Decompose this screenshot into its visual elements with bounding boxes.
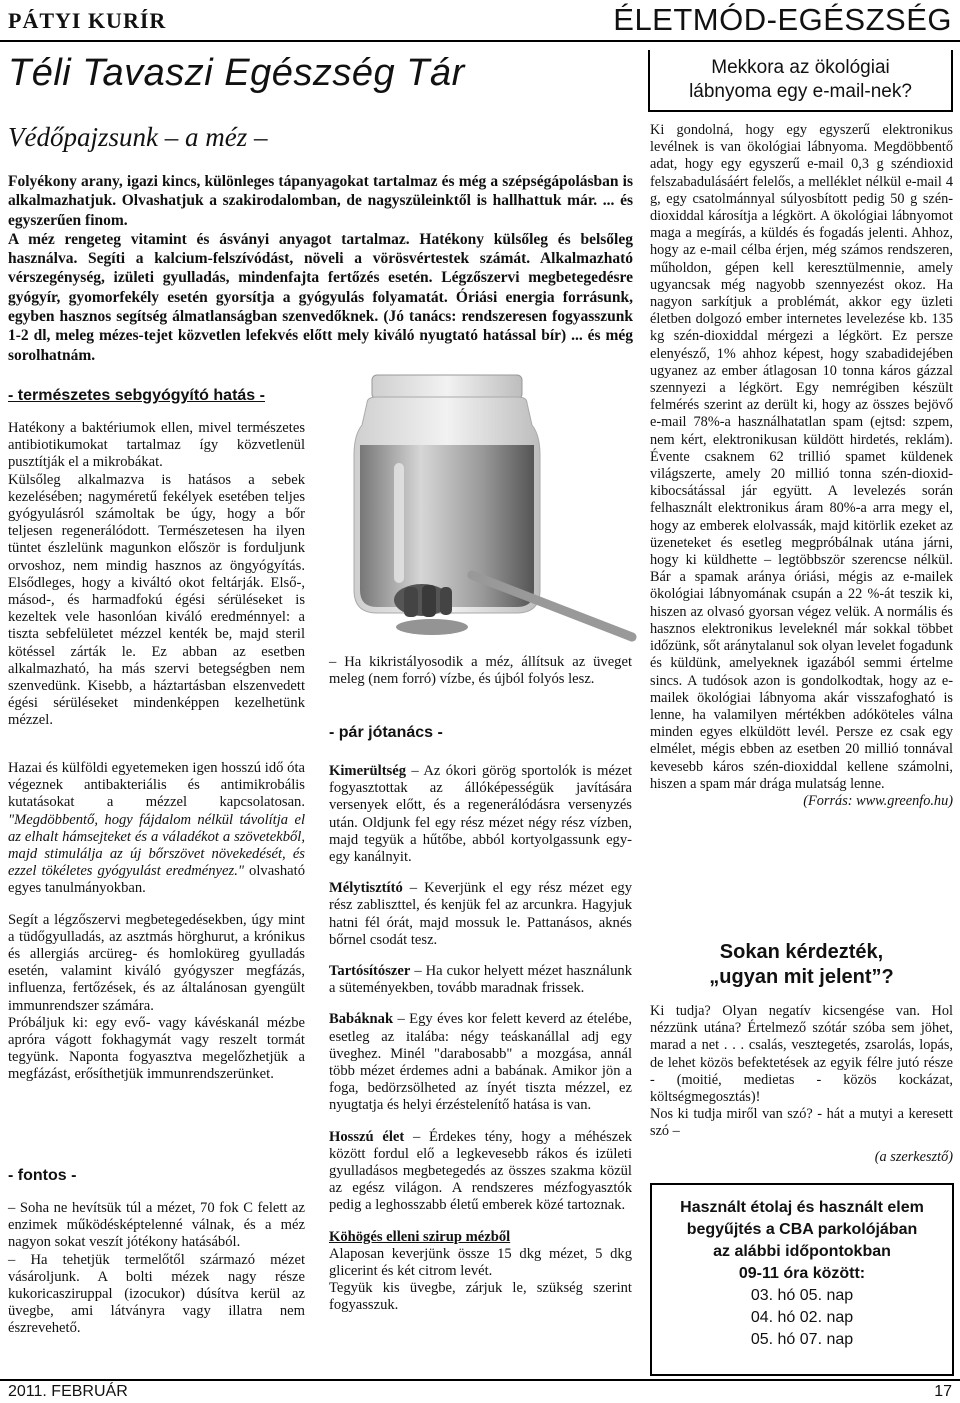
article-intro	[8, 172, 633, 365]
article-title: Védőpajzsunk – a méz –	[8, 122, 268, 152]
sokan-title-line: Sokan kérdezték,	[719, 941, 884, 963]
sokan-title-line: „ugyan mit jelent”?	[709, 966, 894, 988]
tip-text: – Ha cukor helyett mézet használunk a süteményekben, tovább maradnak frissek.	[329, 963, 632, 997]
column-1-important	[8, 1200, 305, 1338]
jar-lid	[372, 375, 522, 399]
eco-article-body	[650, 122, 953, 810]
research-quote: "Megdöbbentő, hogy fájdalom nélkül távolítja el az elhalt hámsejteket és a váladékot a szövetekből, majd stimulálja az új bőrszövet növekedését, és ezzel tökéletes gyógyulást eredményez."	[8, 811, 305, 880]
cba-notice-box	[650, 1183, 954, 1376]
footer-rule	[0, 1379, 960, 1403]
tip-term: Mélytisztító	[329, 880, 403, 897]
page-number: 17	[934, 1383, 952, 1400]
subhead-important: - fontos -	[8, 1167, 77, 1184]
eco-title-line: Mekkora az ökológiai	[711, 57, 890, 78]
cba-line: Használt étolaj és használt elem	[680, 1199, 924, 1216]
eco-paragraph: Ki gondolná, hogy egy egyszerű elektronikus levélnek is van ökológiai lábnyoma. Megdöbbentő adat, hogy egy egyszerű e-mail 0,3 g széndioxid felszabadulásáért felelős, a melléklet nélkül e-mail 4 g, egy csatolmánnyal súlyosbított pedig 50 g szén-dioxiddal károsítja a légkört. A ökológiai lábnyomot maga a megírás, a küldés és fogadás jelenti. Ahhoz, hogy az e-mail célba érjen, még számos rendszeren, műholdon, gépen kell keresztülmennie, amely ugyancsak még nagyobb szennyezést okoz. Ha nagyon sarkítjuk a problémát, akkor egy üzleti életben dolgozó ember internetes levelezése kb. 135 kg szén-dioxiddal mérgezi a légkört. Ez persze elenyésző, 1% ahhoz képest, hogy szabadidejében ugyanez az ember átlagosan 10 tonna káros gázzal szennyezi a légkört. Egy nemrégiben készült felmérés szerint az derült ki, hogy az összes bejövő e-mail 78%-a használhatatlan spam (ejtsd: szpem, nem kért, elektronikusan küldött hirdetés, reklám). Évente csaknem 62 trillió spamet küldenek világszerte, amely 20 millió tonna szén-dioxid-kibocsátással jár együtt. A levelezés során felhasznált elektronikus áram 80%-a arra megy el, hogy az emberek elolvassák, majd kitörlik ezeket az üzeneteket és esetleg megpróbálnak utána járni, hogy ki küldhette – legtöbbször szerencse nélkül. Bár a spamak aránya óriási, mégis az e-mailek ökológiai lábnyomának csupán a 22 %-át teszik ki, hiszen az olvasó gyorsan végez velük. A normális és hasznos elektronikus leveleknél már sokkal többet időzünk, sőt aránytalanul sok olyan levelet fogadunk és küldünk, amelyeknek igazából semmi értelme sincs. A tudósok azon is gondolkodtak, hogy az e-mailek ökológiai lábnyoma akár visszafogható is lenne, ha valamilyen mértékben adóköteles válna minden egyes elküldött levél. Persze ez csak egy elmélet, mégis ebben az esetben 20 millió tonnával kevesebb káros szén-dioxiddal kellene számolni, hiszen a spam már drága mulatság lenne.	[650, 122, 953, 792]
column-1-research	[8, 760, 305, 1084]
eco-title-line: lábnyoma egy e-mail-nek?	[689, 81, 912, 102]
syrup-heading: Köhögés elleni szirup mézből	[329, 1228, 511, 1245]
tip-paragraph	[329, 963, 632, 997]
eco-source: (Forrás: www.greenfo.hu)	[803, 792, 953, 809]
intro-paragraph: Folyékony arany, igazi kincs, különleges tápanyagokat tartalmaz és még a szépségápolásban is alkalmazhatjuk. Olvashatjuk a szakirodalomban, de nagyszüleinktől is hallhattuk már. ... és egyszerűen finom.	[8, 173, 633, 229]
intro-paragraph: A méz rengeteg vitamint és ásványi anyagot tartalmaz. Hatékony külsőleg és belsőleg használva. Segíti a kalcium-felszívódást, növeli a vörösvértestek számát. Alkalmazható vérszegénység, izületi gyulladás, mindenfajta fertőzés esetén. Légzőszervi megbetegedésre gyógyír, gyomorfekély esetén gyorsítja a gyógyulás folyamatát. Óriási energia forrásunk, egyben hasznos segítség álmatlanságban szenvedőknek. (Jó tanács: rendszeresen fogyasszunk 1-2 dl, meleg mézes-tejet közvetlen lefekvés előtt mely kiváló nyugtató hatással bír) ... és még sorolhatnám.	[8, 230, 633, 364]
sokan-paragraph: Nos ki tudja miről van szó? - hát a mutyi a keresett szó –	[650, 1106, 953, 1140]
sokan-signature: (a szerkesztő)	[874, 1148, 953, 1165]
subhead-natural-healing: - természetes sebgyógyító hatás -	[8, 387, 265, 404]
syrup-title	[329, 1229, 632, 1246]
tip-text: – Keverjünk el egy rész mézet egy rész zabliszttel, és kenjük fel az arcunkra. Hagyjuk hatni fél órát, majd mossuk le. Pattanásos, aknés bőrnel csodát tesz.	[329, 880, 632, 948]
cba-date: 04. hó 02. nap	[750, 1309, 854, 1326]
eco-title-box	[648, 50, 953, 112]
sokan-body	[650, 1003, 953, 1166]
subhead-tips: - pár jótanács -	[329, 724, 443, 741]
jar-honey	[360, 445, 534, 607]
sokan-title	[650, 940, 953, 990]
section-title: ÉLETMÓD-EGÉSZSÉG	[613, 2, 952, 37]
tip-text: – Érdekes tény, hogy a méhészek között fordul elő a legkevesebb rákos és izületi gyulladásos megbetegedés az összes szakma közül az egész világon. A rendszeres mézfogyasztók pedig a leghosszabb életű emberek közé tartoznak.	[329, 1128, 632, 1214]
important-item: – Soha ne hevítsük túl a mézet, 70 fok C felett az enzimek működésképtelenné válnak, és a méz nagyon sokat veszít jótékony hatásából.	[8, 1200, 305, 1251]
column-2-tips	[329, 763, 632, 1315]
sokan-paragraph: Ki tudja? Olyan negatív kicsengése van. Hol nézzünk utána? Értelmező szótár szóba sem jöhet, marad a net . . . csalás, vesztegetés, zsarolás, lopás, de lehet közös befektetések az egyik félre jutó része - (moitié, medietas - közös kockázat, költségmegosztás)!	[650, 1003, 953, 1106]
cba-date: 05. hó 07. nap	[750, 1331, 854, 1348]
honey-jar-image	[312, 365, 642, 645]
tip-paragraph	[329, 880, 632, 949]
important-item: – Ha tehetjük termelőtől származó mézet vásároljunk. A bolti mézek nagy része kukoricasziruppal (izocukor) dúsítva kerül az üvegbe, ami látványra vagy illatra nem észrevehető.	[8, 1251, 305, 1337]
column-2-text	[329, 654, 632, 688]
tip-term: Tartósítószer	[329, 963, 411, 980]
respiratory-paragraph: Segít a légzőszervi megbetegedésekben, úgy mint a tüdőgyulladás, az asztmás hörghurut, a krónikus és allergiás arcüreg- és homloküreg gyulladás esetén, valamint kiváló gyógyszer megfázás, influenza, fertőzések, és az általánosan gyengült immunrendszer számára.	[8, 911, 305, 1014]
research-tail: olvasható egyes tanulmányokban.	[8, 863, 305, 897]
syrup-recipe-2: Tegyük kis üvegbe, zárjuk le, szükség szerint fogyasszuk.	[329, 1280, 632, 1314]
tip-paragraph	[329, 763, 632, 866]
footer-issue-date: 2011. FEBRUÁR	[8, 1383, 128, 1400]
cba-line: az alábbi időpontokban	[713, 1243, 891, 1260]
paragraph: Hatékony a baktériumok ellen, mivel természetes antibiotikumokat tartalmaz így közvetlenül pusztítják el a mikrobákat.	[8, 420, 305, 471]
tip-term: Hosszú élet	[329, 1128, 405, 1145]
cba-date: 03. hó 05. nap	[750, 1287, 854, 1304]
tip-term: Babáknak	[329, 1011, 394, 1028]
crystallized-tip: – Ha kikristályosodik a méz, állítsuk az üveget meleg (nem forró) vízbe, és újból folyós lesz.	[329, 654, 632, 688]
column-1-text	[8, 420, 305, 730]
tip-text: – Egy éves kor felett keverd az ételébe, esetleg az italába: négy teáskanállal adj egy üveghez. Minél "darabosabb" a mozgása, annál több mézet érdemes adni a babának. Amikor jön a foga, bedörzsölheted az ínyét tiszta mézzel, ez nyugtatja és helyi érzéstelenítő hatása is van.	[329, 1011, 632, 1114]
syrup-recipe: Alaposan keverjünk össze 15 dkg mézet, 5 dkg glicerint és két citrom levét.	[329, 1245, 632, 1280]
series-title: Téli Tavaszi Egészség Tár	[8, 52, 465, 94]
publication-name: PÁTYI KURÍR	[8, 8, 167, 33]
research-paragraph	[8, 760, 305, 898]
paragraph: Külsőleg alkalmazva is hatásos a sebek kezelésében; nagyméretű fekélyek esetében teljes gyógyulásról számoltak be úgy, hogy a bőr teljesen regenerálódott. Természetesen ha ilyen tüntet észlelünk magunkon először is forduljunk orvoshoz, nem mindig hasznos az öngyógyítás. Elsődleges, hogy a kiváltó okot feltárják. Első-, másod-, és harmadfokú égési sérüléseket is kezeltek vele hasonlóan kiváló eredménnyel: a tiszta sebfelületet mézzel kenték be, majd steril kötéssel zárták le. Ez abban az esetben alkalmazható, ha más szervi betegségben nem szenvedünk. Kisebb, a háztartásban elszenvedett égési sérüléseket mindenképpen kezelhetünk mézzel.	[8, 471, 305, 729]
tip-paragraph	[329, 1129, 632, 1215]
cba-time: 09-11 óra között:	[738, 1265, 866, 1282]
tip-paragraph	[329, 1011, 632, 1114]
cba-line: begyűjtés a CBA parkolójában	[686, 1221, 918, 1238]
tip-text: – Az ókori görög sportolók is mézet fogyasztottak az állóképességük javítására versenyek előtt, és a regenerálódásra versenyzés után. Oldjunk fel egy rész mézet négy rész vízben, majd tegyük a hűtőbe, abból kortyolgassunk egy-egy kanálnyit.	[329, 763, 632, 866]
tip-term: Kimerültség	[329, 763, 407, 779]
research-text: Hazai és külföldi egyetemeken igen hosszú idő óta végeznek antibakteriális és antimikrobális kutatásokat a mézzel kapcsolatosan.	[8, 760, 305, 811]
try-it-paragraph: Próbáljuk ki: egy evő- vagy kávéskanál mézbe apróra vágott fokhagymát vagy reszelt tormát tegyünk. Naponta fogyasztva megelőzhetjük a megfázást, erősíthetjük immunrendszerünket.	[8, 1014, 305, 1083]
